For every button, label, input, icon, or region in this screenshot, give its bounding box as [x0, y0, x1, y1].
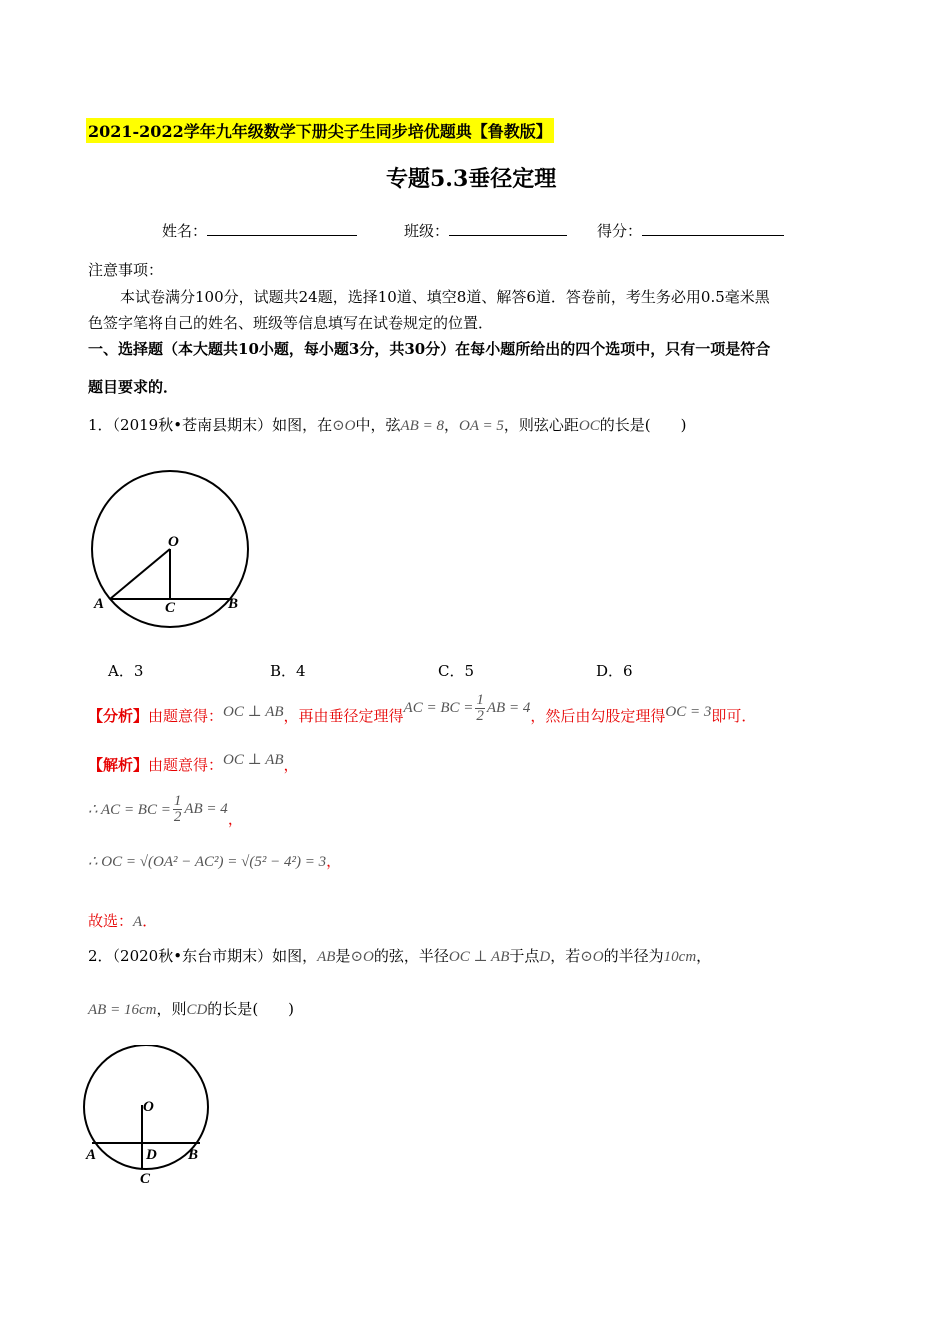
- analysis-text: ，再由垂径定理得: [283, 707, 404, 725]
- option-d[interactable]: D．6: [596, 662, 633, 680]
- name-blank[interactable]: [207, 221, 357, 236]
- oa-equation: OA = 5: [458, 418, 504, 434]
- solution-line-3: [88, 850, 341, 871]
- solution-tag: 【解析】: [88, 756, 149, 774]
- q2-text: 的弦，半径: [373, 947, 449, 965]
- q1-text: ，则弦心距: [503, 416, 579, 434]
- solution-text: 故选：: [88, 912, 134, 930]
- fraction-denominator: 2: [173, 809, 182, 825]
- q2-circle-figure: [80, 1045, 220, 1195]
- score-blank[interactable]: [642, 221, 784, 236]
- label-o: O: [143, 1099, 154, 1115]
- q2-text: ，: [696, 947, 712, 965]
- math-text: AC = BC =: [403, 700, 474, 716]
- section-heading-line-2: 题目要求的．: [88, 378, 179, 396]
- option-b[interactable]: B．4: [270, 662, 306, 680]
- segment-oa: [110, 549, 170, 599]
- q1-source: （2019秋•苍南县期末）: [112, 416, 273, 434]
- option-c[interactable]: C．5: [438, 662, 475, 680]
- score-field: [597, 220, 784, 241]
- oc-symbol: OC: [578, 418, 600, 434]
- radius-value: 10cm: [663, 949, 697, 965]
- label-d: D: [146, 1147, 157, 1163]
- label-b: B: [188, 1147, 199, 1163]
- section-heading-line-1: 一、选择题（本大题共10小题，每小题3分，共30分）在每小题所给出的四个选项中，只有一项是符合: [88, 340, 771, 358]
- question-2-stem-line-2: [88, 998, 294, 1019]
- solution-line-1: [88, 754, 299, 775]
- solution-text: ．: [142, 912, 158, 930]
- cd-symbol: CD: [186, 1002, 208, 1018]
- class-blank[interactable]: [449, 221, 567, 236]
- perp-expression: OC ⊥ AB: [223, 704, 284, 720]
- q2-text: 的长是: [207, 1000, 253, 1018]
- analysis-line: [88, 692, 757, 726]
- circle-o-symbol: ⊙O: [350, 949, 374, 965]
- solution-answer: [88, 910, 157, 931]
- label-o: O: [168, 534, 179, 550]
- option-a[interactable]: A．3: [108, 662, 144, 680]
- solution-line-2: [88, 790, 243, 829]
- answer-paren: ( ): [644, 416, 687, 434]
- perp-expression: OC ⊥ AB: [223, 752, 284, 768]
- name-field: [162, 220, 357, 241]
- pythagoras-expression: ∴ OC = √(OA² − AC²) = √(5² − 4²) = 3: [88, 854, 327, 870]
- ab-equation: AB = 16cm: [88, 1002, 157, 1018]
- question-2-stem-line-1: [88, 945, 711, 966]
- analysis-tag: 【分析】: [88, 707, 149, 725]
- class-label: 班级：: [404, 222, 450, 240]
- analysis-text: 即可．: [711, 707, 757, 725]
- solution-text: ，: [283, 756, 299, 774]
- q2-text: 的半径为: [603, 947, 664, 965]
- answer-paren: ( ): [252, 1000, 295, 1018]
- question-1-stem: [88, 414, 686, 435]
- page-title: 专题5.3垂径定理: [386, 166, 557, 192]
- label-b: B: [228, 596, 239, 612]
- q1-number: 1．: [88, 416, 113, 434]
- fraction-numerator: 1: [476, 692, 484, 708]
- math-text: AB = 4: [184, 801, 228, 817]
- perp-expression: OC ⊥ AB: [448, 949, 510, 965]
- ab-equation: AB = 8: [400, 418, 444, 434]
- math-text: ∴ AC = BC =: [88, 802, 171, 818]
- solution-text: ，: [227, 810, 243, 828]
- q2-text: 于点: [509, 947, 540, 965]
- notice-line-2: 色签字笔将自己的姓名、班级等信息填写在试卷规定的位置．: [88, 314, 494, 332]
- q2-text: 如图，: [272, 947, 318, 965]
- solution-text: 由题意得：: [148, 756, 224, 774]
- answer-value: A: [133, 914, 143, 930]
- q1-text: 的长是: [599, 416, 645, 434]
- q2-text: ，则: [156, 1000, 187, 1018]
- notice-heading: 注意事项：: [88, 261, 164, 279]
- ab-symbol: AB: [317, 949, 336, 965]
- analysis-text: 由题意得：: [148, 707, 224, 725]
- q2-source: （2020秋•东台市期末）: [112, 947, 273, 965]
- name-label: 姓名：: [162, 222, 208, 240]
- score-label: 得分：: [597, 222, 643, 240]
- label-c: C: [165, 600, 176, 616]
- label-a: A: [94, 596, 105, 612]
- fraction-numerator: 1: [173, 793, 182, 809]
- midpoint-expression: [404, 693, 531, 724]
- class-field: [404, 220, 567, 241]
- oc-result: OC = 3: [665, 704, 712, 720]
- fraction-denominator: 2: [476, 708, 484, 724]
- q2-text: 是: [335, 947, 351, 965]
- label-a: A: [86, 1147, 97, 1163]
- math-text: AB = 4: [486, 700, 531, 716]
- q1-text: ，: [443, 416, 459, 434]
- q1-text: 如图，在: [272, 416, 333, 434]
- circle-o-symbol: ⊙O: [332, 418, 356, 434]
- solution-text: ，: [326, 852, 342, 870]
- point-d: D: [539, 949, 551, 965]
- fraction-half: [475, 693, 485, 724]
- circle-o-symbol: ⊙O: [580, 949, 604, 965]
- series-title: 2021-2022学年九年级数学下册尖子生同步培优题典【鲁教版】: [86, 118, 554, 143]
- label-c: C: [140, 1171, 151, 1187]
- notice-line-1: 本试卷满分100分，试题共24题，选择10道、填空8道、解答6道．答卷前，考生务必用0.5毫米黑: [120, 288, 770, 306]
- q2-text: ，若: [550, 947, 581, 965]
- q1-circle-figure: [84, 460, 264, 640]
- fraction-half: [173, 794, 183, 825]
- q2-number: 2．: [88, 947, 113, 965]
- analysis-text: ，然后由勾股定理得: [530, 707, 666, 725]
- q1-text: 中，弦: [355, 416, 401, 434]
